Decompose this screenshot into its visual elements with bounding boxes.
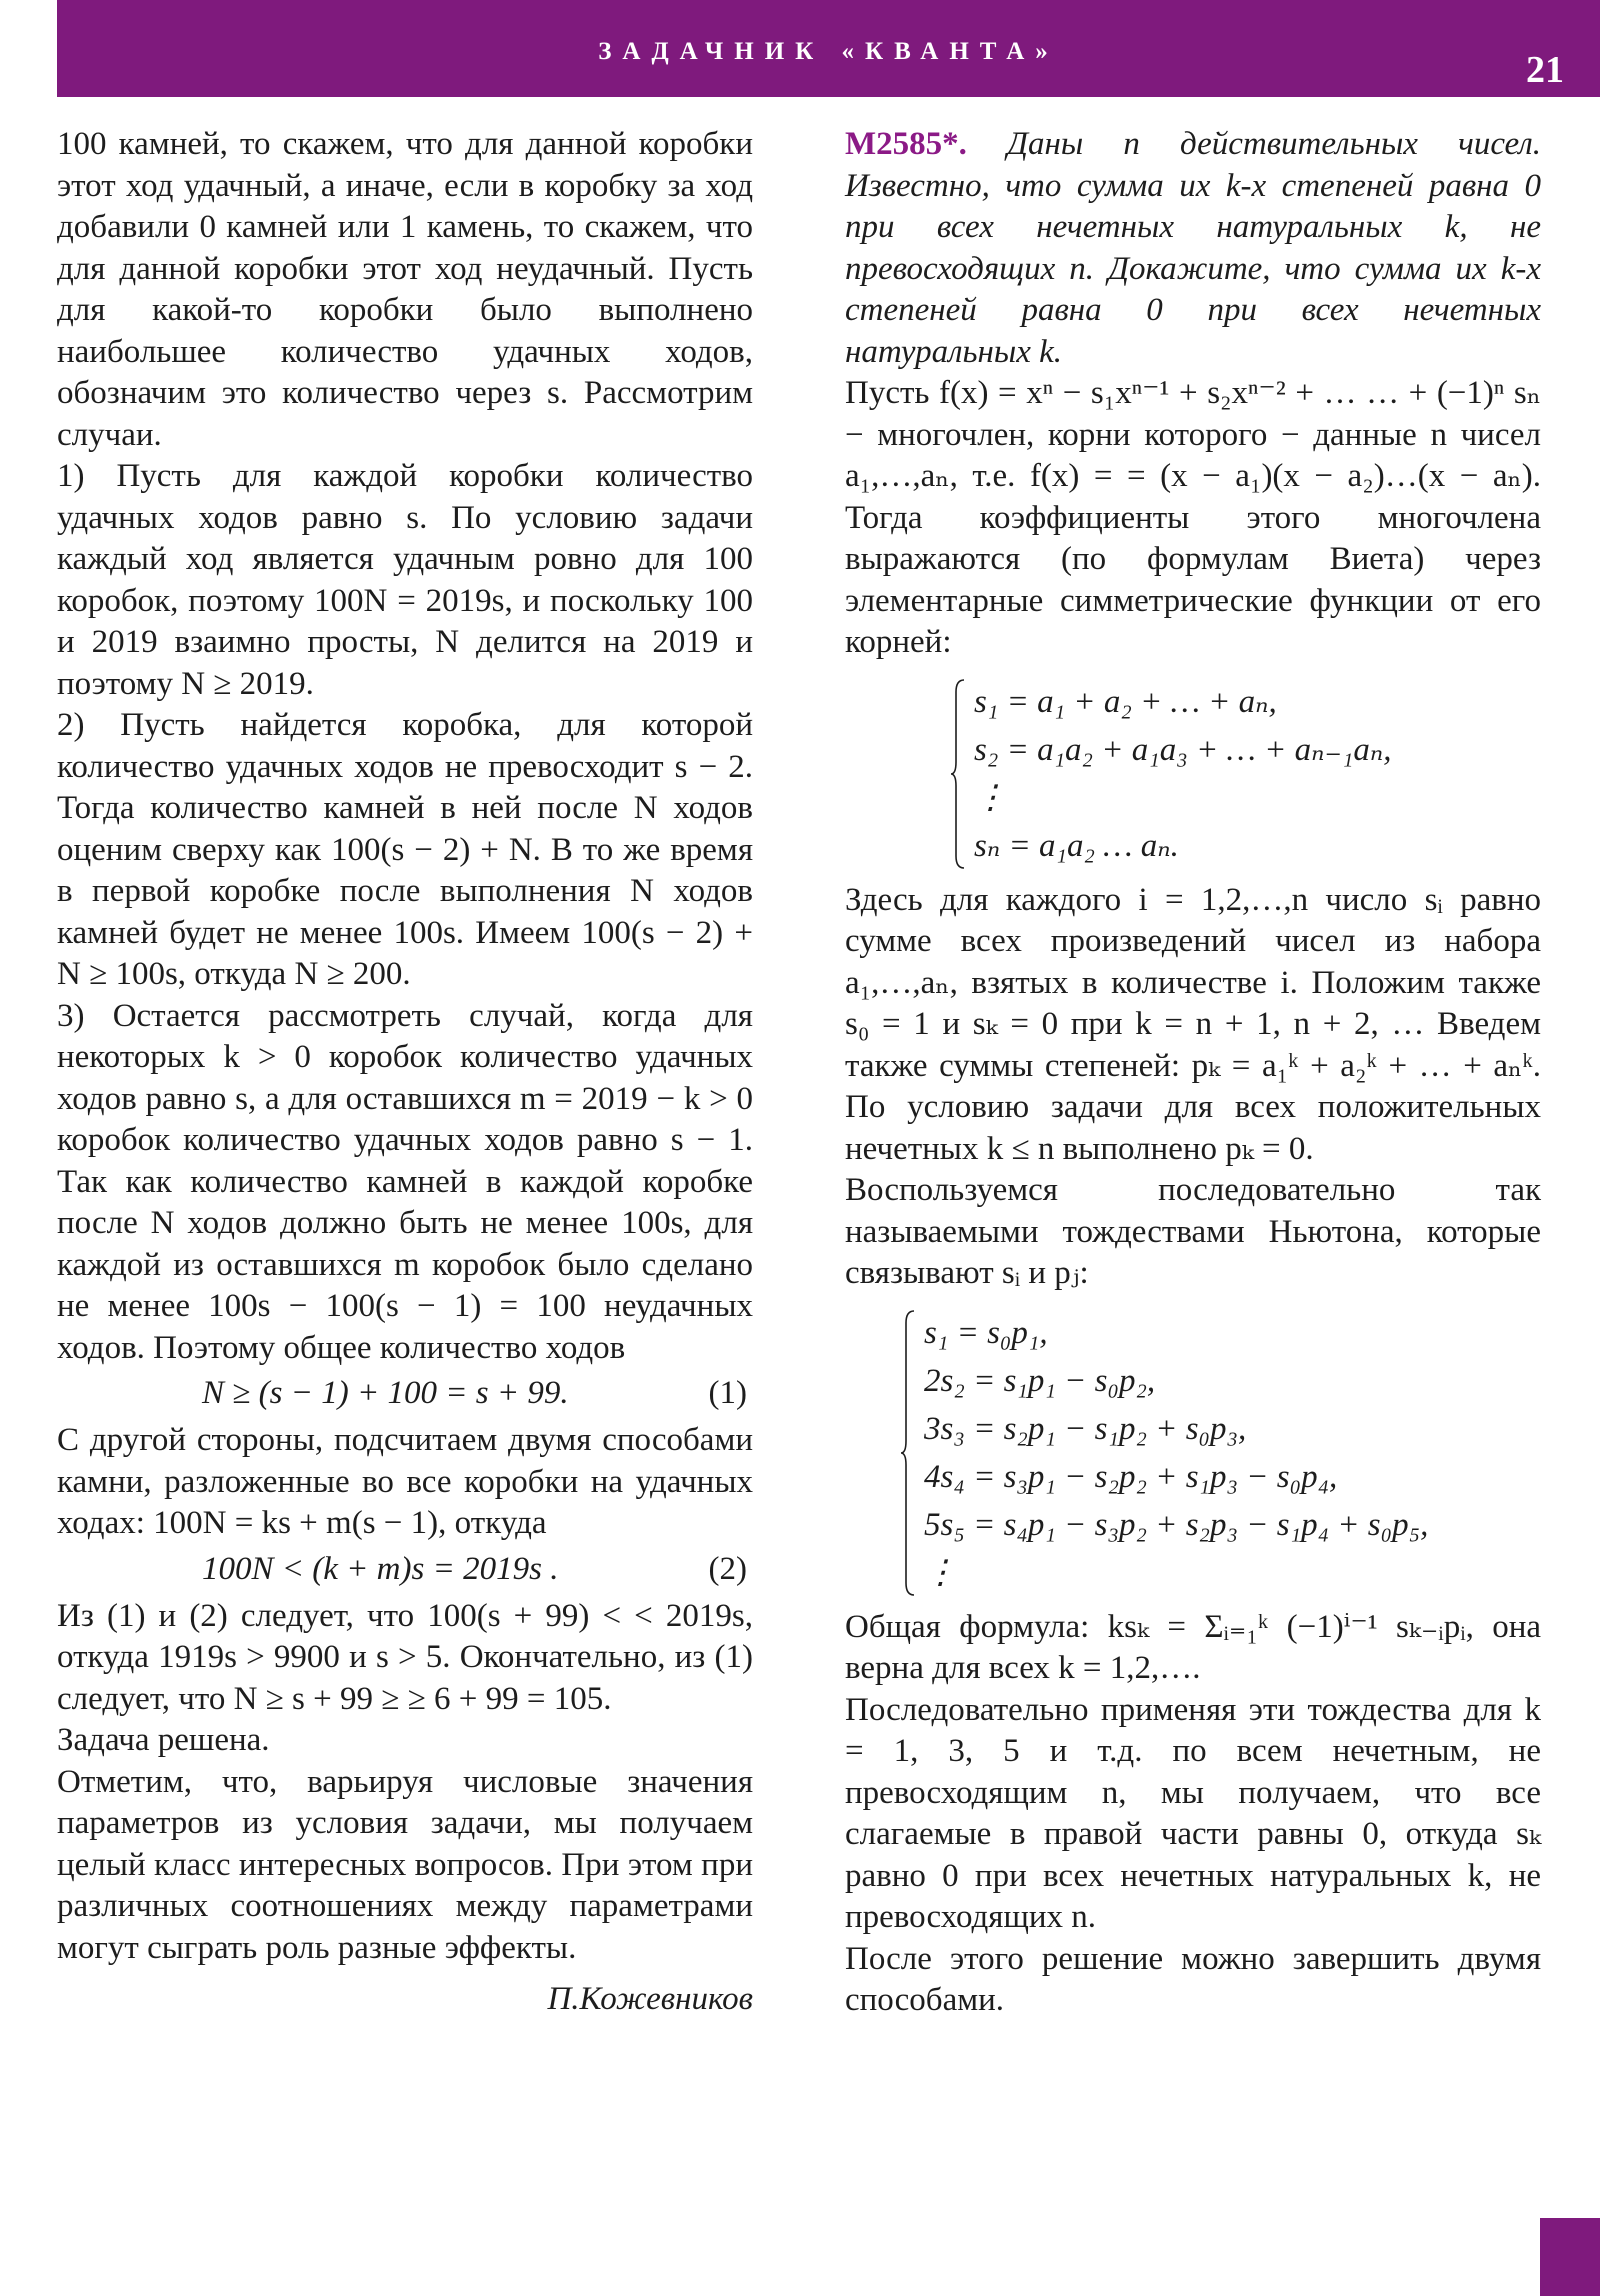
paragraph-solved: Задача решена. (57, 1722, 270, 1758)
equation-2-body: 100N < (k + m)s = 2019s . (202, 1550, 559, 1587)
equation-2 (57, 1549, 753, 1596)
newton-line: 5s₅ = s₄p₁ − s₃p₂ + s₂p₃ − s₁p₄ + s₀p₅, (924, 1506, 1429, 1543)
equation-1 (57, 1373, 753, 1420)
page-number: 21 (1526, 49, 1564, 91)
paragraph-remark: Отметим, что, варьируя числовые значения параметров из условия задачи, мы получаем целый класс интересных вопросов. При этом при различных соотношениях между параметрами могут сыграть роль разные эффекты. (57, 1763, 753, 1966)
vieta-line: s₁ = a₁ + a₂ + … + aₙ, (974, 683, 1277, 720)
newton-line: 2s₂ = s₁p₁ − s₀p₂, (924, 1362, 1156, 1399)
paragraph-apply: Последовательно применяя эти тождества для k = 1, 3, 5 и т.д. по всем нечетным, не превосходящим n, мы получаем, что все слагаемые в правой части равны 0, откуда sₖ равно 0 при всех нечетных натуральных k, не превосходящих n. (845, 1691, 1541, 1935)
paragraph-polynomial: Пусть f(x) = xⁿ − s₁xⁿ⁻¹ + s₂xⁿ⁻² + … … + (−1)ⁿ sₙ − многочлен, корни которого − данные n чисел a₁,…,aₙ, т.е. f(x) = = (x − a₁)(x − a₂)…(x − aₙ). Тогда коэффициенты этого многочлена выражаются (по формулам Виета) через элементарные симметрические функции от его корней: (845, 375, 1541, 660)
running-title: ЗАДАЧНИК «КВАНТА» (598, 38, 1059, 65)
header-bar (57, 0, 1600, 97)
corner-accent (1540, 2218, 1600, 2296)
newton-line: 4s₄ = s₃p₁ − s₂p₂ + s₁p₃ − s₀p₄, (924, 1458, 1338, 1495)
brace-icon (950, 678, 966, 870)
paragraph-case-3: 3) Остается рассмотреть случай, когда для некоторых k > 0 коробок количество удачных ходов равно s, а для оставшихся m = 2019 − k > 0 коробок количество удачных ходов равно s − 1. Так как количество камней в каждой коробке после N ходов должно быть не менее 100s, для каждой из оставшихся m коробок было сделано не менее 100s − 100(s − 1) = 100 неудачных ходов. Поэтому общее количество ходов (57, 997, 753, 1366)
paragraph-case-2: 2) Пусть найдется коробка, для которой количество удачных ходов не превосходит s − 2. Тогда количество камней в ней после N ходов оценим сверху как 100(s − 2) + N. В то же время в первой коробке после выполнения N ходов камней будет не менее 100s. Имеем 100(s − 2) + N ≥ 100s, откуда N ≥ 200. (57, 707, 753, 992)
author-signature: П.Кожевников (547, 1981, 753, 2017)
vieta-system (950, 678, 1541, 870)
paragraph-count: С другой стороны, подсчитаем двумя способами камни, разложенные во все коробки на удачных ходах: 100N = ks + m(s − 1), откуда (57, 1422, 753, 1541)
left-column (57, 124, 753, 2021)
vieta-line: ⋮ (974, 779, 1007, 816)
problem-code: М2585*. (845, 126, 967, 162)
right-column (845, 124, 1541, 2022)
paragraph-finish: После этого решение можно завершить двумя способами. (845, 1940, 1541, 2018)
paragraph-intro: 100 камней, то скажем, что для данной коробки этот ход удачный, а иначе, если в коробку за ход добавили 0 камней или 1 камень, то скажем, что для данной коробки этот ход неудачный. Пусть для какой-то коробки было выполнено наибольшее количество удачных ходов, обозначим это количество через s. Рассмотрим случаи. (57, 126, 753, 453)
paragraph-general-formula: Общая формула: ksₖ = Σᵢ₌₁ᵏ (−1)ⁱ⁻¹ sₖ₋ᵢpᵢ, она верна для всех k = 1,2,…. (845, 1608, 1541, 1686)
newton-line: ⋮ (924, 1554, 957, 1591)
vieta-line: s₂ = a₁a₂ + a₁a₃ + … + aₙ₋₁aₙ, (974, 731, 1392, 768)
paragraph-newton-intro: Воспользуемся последовательно так называемыми тождествами Ньютона, которые связывают sᵢ и pⱼ: (845, 1172, 1541, 1291)
paragraph-definitions: Здесь для каждого i = 1,2,…,n число sᵢ равно сумме всех произведений чисел из набора a₁,…,aₙ, взятых в количестве i. Положим также s₀ = 1 и sₖ = 0 при k = n + 1, n + 2, … Введем также суммы степеней: pₖ = a₁ᵏ + a₂ᵏ + … + aₙᵏ. По условию задачи для всех положительных нечетных k ≤ n выполнено pₖ = 0. (845, 881, 1541, 1167)
problem-text: Даны n действительных чисел. Известно, что сумма их k-х степеней равна 0 при всех нечетных натуральных k, не превосходящих n. Докажите, что сумма их k-х степеней равна 0 при всех нечетных натуральных k. (845, 126, 1541, 370)
brace-icon (900, 1309, 916, 1597)
paragraph-conclusion: Из (1) и (2) следует, что 100(s + 99) < < 2019s, откуда 1919s > 9900 и s > 5. Окончательно, из (1) следует, что N ≥ s + 99 ≥ ≥ 6 + 99 = 105. (57, 1597, 753, 1717)
problem-statement (845, 124, 1541, 373)
equation-1-body: N ≥ (s − 1) + 100 = s + 99. (202, 1375, 569, 1411)
newton-line: s₁ = s₀p₁, (924, 1314, 1048, 1351)
newton-line: 3s₃ = s₂p₁ − s₁p₂ + s₀p₃, (924, 1410, 1247, 1447)
vieta-line: sₙ = a₁a₂ … aₙ. (974, 827, 1179, 864)
equation-1-number: (1) (708, 1375, 747, 1411)
paragraph-case-1: 1) Пусть для каждой коробки количество удачных ходов равно s. По условию задачи каждый ход является удачным ровно для 100 коробок, поэтому 100N = 2019s, и поскольку 100 и 2019 взаимно просты, N делится на 2019 и поэтому N ≥ 2019. (57, 458, 753, 702)
newton-identities (900, 1309, 1541, 1597)
equation-2-number: (2) (708, 1550, 747, 1587)
